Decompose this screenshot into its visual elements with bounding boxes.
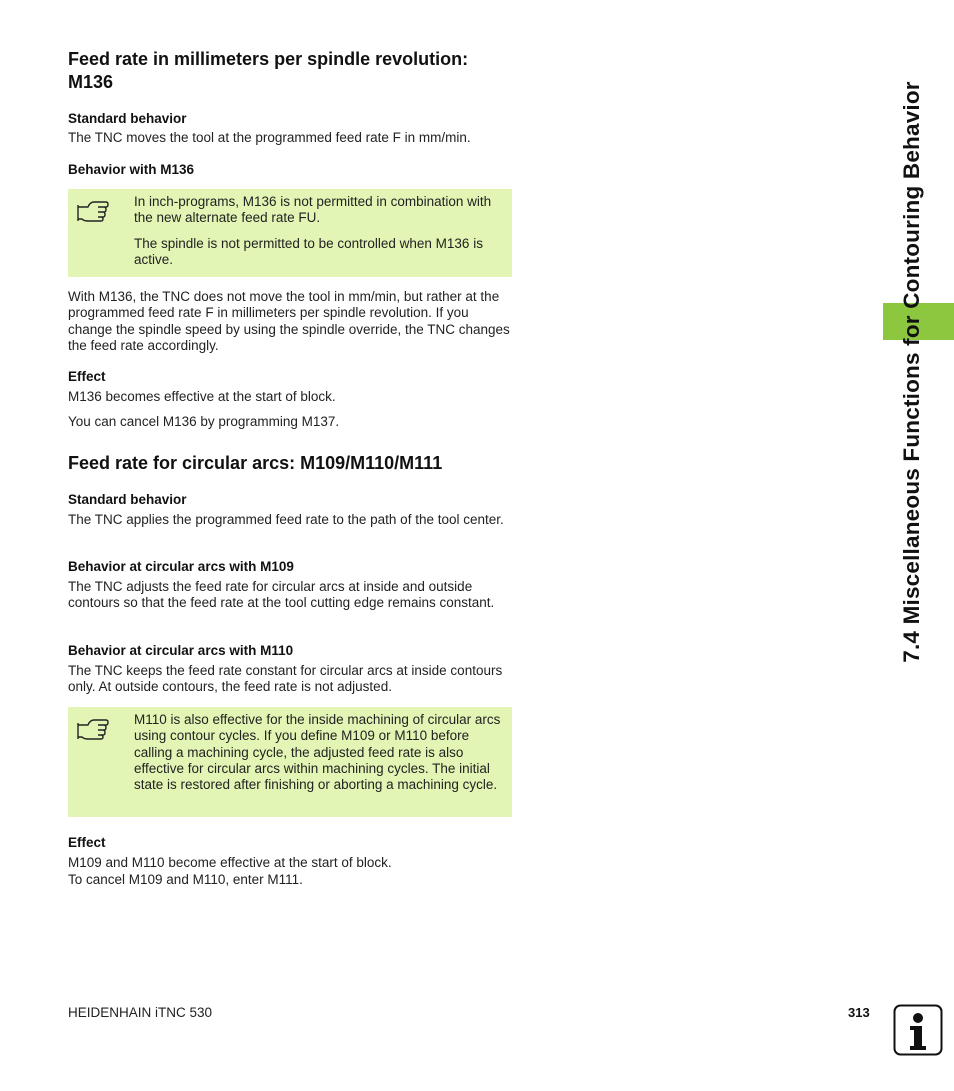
- behavior-m136-heading: Behavior with M136: [68, 162, 195, 177]
- chapter-sidebar-title: 7.4 Miscellaneous Functions for Contouring Behavior: [899, 81, 924, 663]
- note-paragraph-1: In inch-programs, M136 is not permitted in combination with the new alternate feed rate FU.: [134, 194, 492, 226]
- behavior-m109-heading: Behavior at circular arcs with M109: [68, 559, 294, 574]
- effect-heading-m109: Effect: [68, 835, 106, 850]
- standard-behavior-heading-2: Standard behavior: [68, 492, 187, 507]
- section-title-m136: [68, 48, 528, 94]
- effect-heading-m136: Effect: [68, 369, 106, 384]
- effect-text-m136-1: M136 becomes effective at the start of block.: [68, 389, 336, 404]
- section-title-m109-m110-m111: Feed rate for circular arcs: M109/M110/M111: [68, 453, 443, 473]
- page-number: 313: [848, 1005, 870, 1020]
- pointing-hand-icon: [76, 199, 110, 223]
- standard-behavior-heading: Standard behavior: [68, 111, 187, 126]
- behavior-m110-text: The TNC keeps the feed rate constant for circular arcs at inside contours only. At outside contours, the feed rate is not adjusted.: [68, 663, 503, 695]
- effect-text-m136-2: You can cancel M136 by programming M137.: [68, 414, 340, 429]
- effect-text-m109-1: M109 and M110 become effective at the start of block.: [68, 855, 392, 870]
- note-box-m136: [68, 189, 512, 277]
- behavior-m109-text: The TNC adjusts the feed rate for circular arcs at inside and outside contours so that the feed rate at the tool cutting edge remains constant.: [68, 579, 495, 611]
- info-icon: [893, 1004, 943, 1056]
- section-title-line2: M136: [68, 72, 114, 92]
- note-paragraph-m110: M110 is also effective for the inside machining of circular arcs using contour cycles. If you define M109 or M110 before calling a machining cycle, the adjusted feed rate is also effective for circular arcs within machining cycles. The initial state is restored after finishing or aborting a machining cycle.: [134, 712, 501, 793]
- behavior-m110-heading: Behavior at circular arcs with M110: [68, 643, 294, 658]
- note-paragraph-2: The spindle is not permitted to be controlled when M136 is active.: [134, 236, 483, 268]
- pointing-hand-icon: [76, 717, 110, 741]
- standard-behavior-text: The TNC moves the tool at the programmed feed rate F in mm/min.: [68, 130, 471, 145]
- m136-body-text: With M136, the TNC does not move the tool in mm/min, but rather at the programmed feed rate F in millimeters per spindle revolution. If you change the spindle speed by using the spindle override, the TNC changes the feed rate accordingly.: [68, 289, 510, 353]
- note-box-m110: [68, 707, 512, 817]
- section-title-line1: Feed rate in millimeters per spindle revolution:: [68, 49, 469, 69]
- standard-behavior-text-2: The TNC applies the programmed feed rate to the path of the tool center.: [68, 512, 504, 527]
- footer-product-name: HEIDENHAIN iTNC 530: [68, 1005, 213, 1020]
- effect-text-m109-2: To cancel M109 and M110, enter M111.: [68, 872, 303, 887]
